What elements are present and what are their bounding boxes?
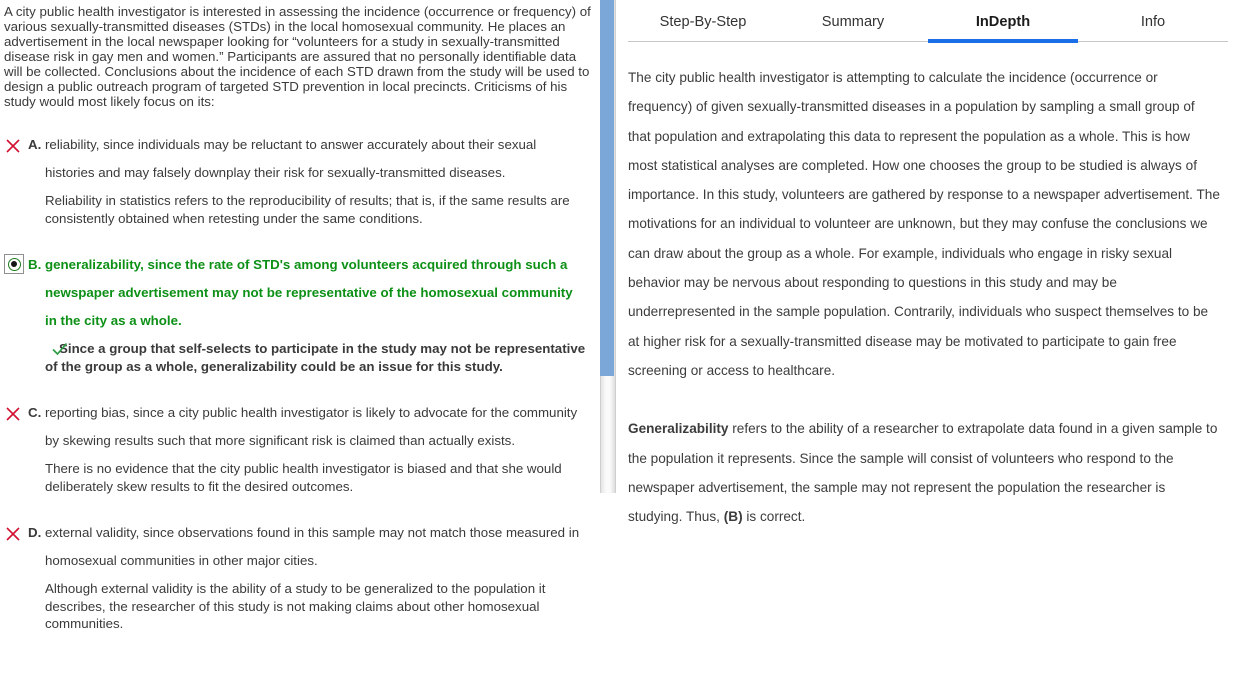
explanation-tabs [628,0,1228,42]
choice-explanation: Reliability in statistics refers to the reproducibility of results; that is, if the same results are consistently obtained when retesting under the same conditions. [45,193,570,226]
choice-text: generalizability, since the rate of STD's among volunteers acquired through such a newspaper advertisement may not be representative of the homosexual community in the city as a whole. [45,257,573,328]
answer-choice-b[interactable] [4,251,598,335]
choice-explanation: There is no evidence that the city public health investigator is biased and that she would deliberately skew results to fit the desired outcomes. [45,461,562,494]
answer-option-c [4,399,598,495]
left-panel-scrollbar[interactable] [600,0,616,493]
active-tab-indicator [928,39,1078,43]
scrollbar-thumb[interactable] [600,0,614,376]
tab-indepth[interactable] [928,0,1078,41]
choice-text: reliability, since individuals may be reluctant to answer accurately about their sexual histories and may falsely downplay their risk for sexually-transmitted diseases. [45,137,537,180]
choice-letter: D. [28,525,42,540]
tab-info[interactable]: Info [1140,14,1166,30]
correct-check-icon [37,341,69,362]
indepth-paragraph-2-end: is correct. [742,509,806,525]
indepth-paragraph-2 [628,414,1220,531]
tab-summary[interactable]: Summary [821,14,885,30]
answer-option-d [4,519,598,633]
indepth-paragraph-1: The city public health investigator is attempting to calculate the incidence (occurrence or frequency) of given sexually-transmitted diseases in a population by sampling a small group of that population and extrapolating this data to represent the population as a whole. This is how most statistical analyses are completed. How one chooses the group to be studied is always of importance. In this study, volunteers are gathered by response to a newspaper advertisement. The motivations for an individual to volunteer are unknown, but they may confuse the conclusions we can draw about the group as a whole. For example, individuals who engage in risky sexual behavior may be nervous about responding to questions in this study and may be underrepresented in the sample population. Contrarily, individuals who suspect themselves to be at higher risk for a sexually-transmitted disease may be motivated to participate to gain free screening or access to healthcare. [628,70,1220,378]
answer-choice-a[interactable] [4,131,598,187]
selected-radio-icon[interactable] [4,254,24,274]
correct-answer-ref: (B) [723,509,743,525]
answer-choice-c[interactable] [4,399,598,455]
choice-text: external validity, since observations found in this sample may not match those measured in homosexual communities in other major cities. [45,525,580,568]
correct-choice-explanation [45,340,597,375]
question-stem: A city public health investigator is interested in assessing the incidence (occurrence or frequency) of various sexually-transmitted diseases (STDs) in the local homosexual community. He places an advertisement in the local newspaper looking for “volunteers for a study in sexually-transmitted disease risk in gay men and women.” Participants are assured that no personally identifiable data will be collected. Conclusions about the incidence of each STD drawn from the study will be used to design a public outreach program of targeted STD prevention in local precincts. Criticisms of his study would most likely focus on its: [4,4,591,109]
incorrect-x-icon [5,404,27,426]
answer-option-a [4,131,598,227]
choice-explanation-text: Since a group that self-selects to participate in the study may not be representative of the group as a whole, generalizability could be an issue for this study. [45,341,586,374]
generalizability-term: Generalizability [628,421,729,437]
choice-text: reporting bias, since a city public health investigator is likely to advocate for the community by skewing results such that more significant risk is claimed than actually exists. [45,405,578,448]
choice-explanation: Although external validity is the ability of a study to be generalized to the population it describes, the researcher of this study is not making claims about other homosexual communities. [45,581,546,631]
incorrect-x-icon [5,136,27,158]
choice-letter: A. [28,137,42,152]
tab-indepth-label: InDepth [975,14,1031,30]
question-panel [4,4,598,657]
answer-choice-d[interactable] [4,519,598,575]
tab-step-by-step[interactable]: Step-By-Step [659,14,747,30]
choice-letter: C. [28,405,42,420]
answer-option-b [4,251,598,375]
indepth-content [628,42,1220,531]
incorrect-x-icon [5,524,27,546]
choice-letter: B. [28,257,42,272]
explanation-panel [628,0,1228,531]
indepth-paragraph-2-text: refers to the ability of a researcher to extrapolate data found in a given sample to the population it represents. Since the sample will consist of volunteers who respond to the newspaper advertisement, the sample may not represent the population the researcher is studying. Thus, [628,421,1218,525]
